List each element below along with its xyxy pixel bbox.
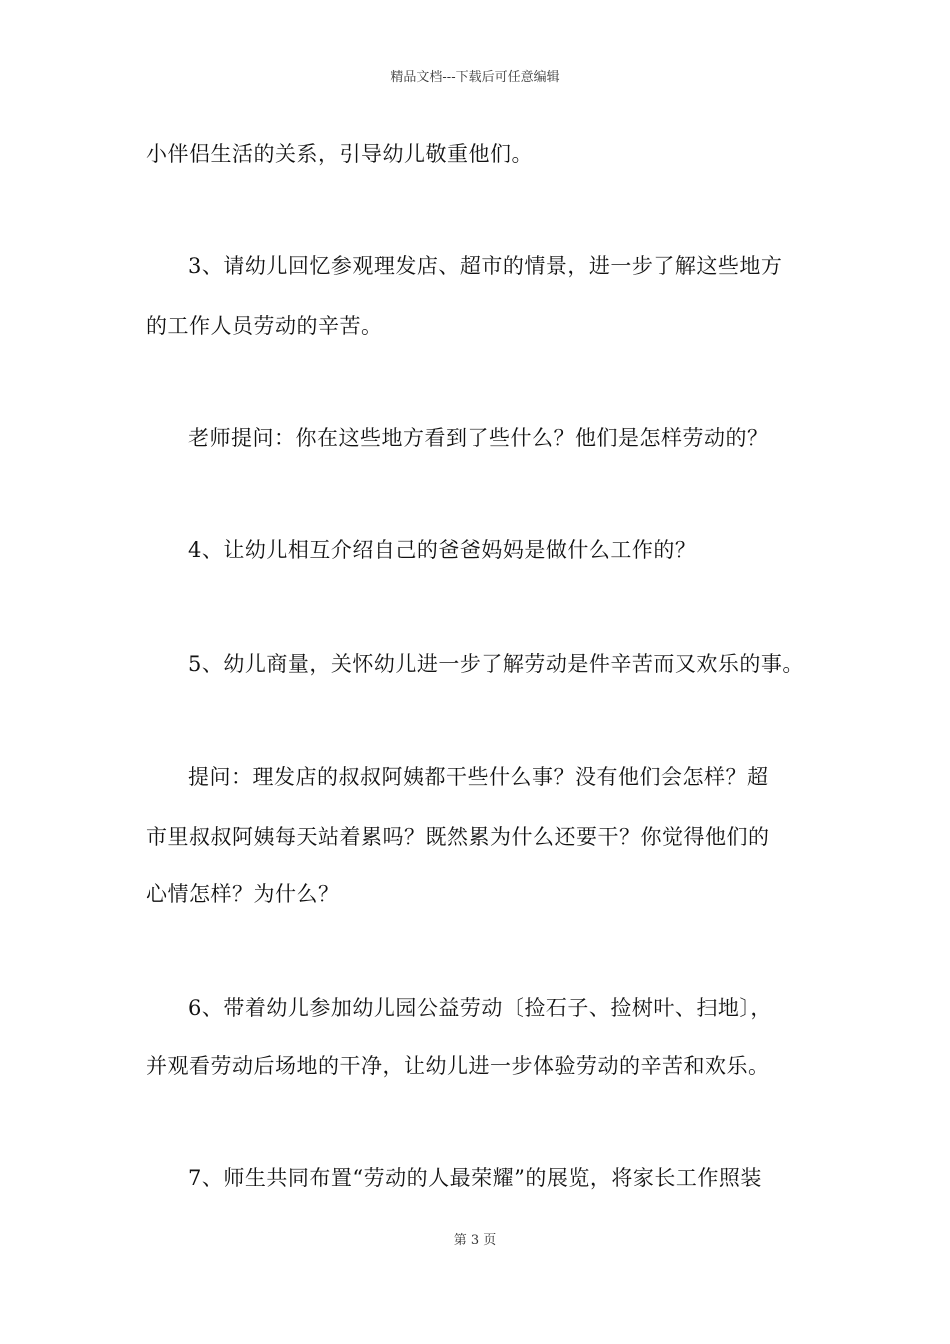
text-line: 老师提问：你在这些地方看到了些什么？他们是怎样劳动的？ (188, 426, 769, 450)
text-line: 小伴侣生活的关系，引导幼儿敬重他们。 (146, 142, 533, 166)
text-line: 3、请幼儿回忆参观理发店、超市的情景，进一步了解这些地方 (188, 254, 783, 278)
text-line: 心情怎样？为什么？ (146, 882, 340, 906)
text-line: 的工作人员劳动的辛苦。 (146, 314, 383, 338)
text-line: 5、幼儿商量，关怀幼儿进一步了解劳动是件辛苦而又欢乐的事。 (188, 652, 804, 676)
page-header: 精品文档---下载后可任意编辑 (390, 70, 560, 85)
text-line: 4、让幼儿相互介绍自己的爸爸妈妈是做什么工作的？ (188, 538, 697, 562)
page-number: 第 3 页 (453, 1233, 497, 1248)
text-line: 市里叔叔阿姨每天站着累吗？既然累为什么还要干？你觉得他们的 (146, 825, 770, 849)
text-line: 并观看劳动后场地的干净，让幼儿进一步体验劳动的辛苦和欢乐。 (146, 1054, 770, 1078)
text-line: 提问：理发店的叔叔阿姨都干些什么事？没有他们会怎样？超 (188, 765, 769, 789)
text-line: 6、带着幼儿参加幼儿园公益劳动〔捡石子、捡树叶、扫地〕， (188, 996, 772, 1020)
text-line: 7、师生共同布置“劳动的人最荣耀”的展览，将家长工作照装 (188, 1166, 762, 1190)
